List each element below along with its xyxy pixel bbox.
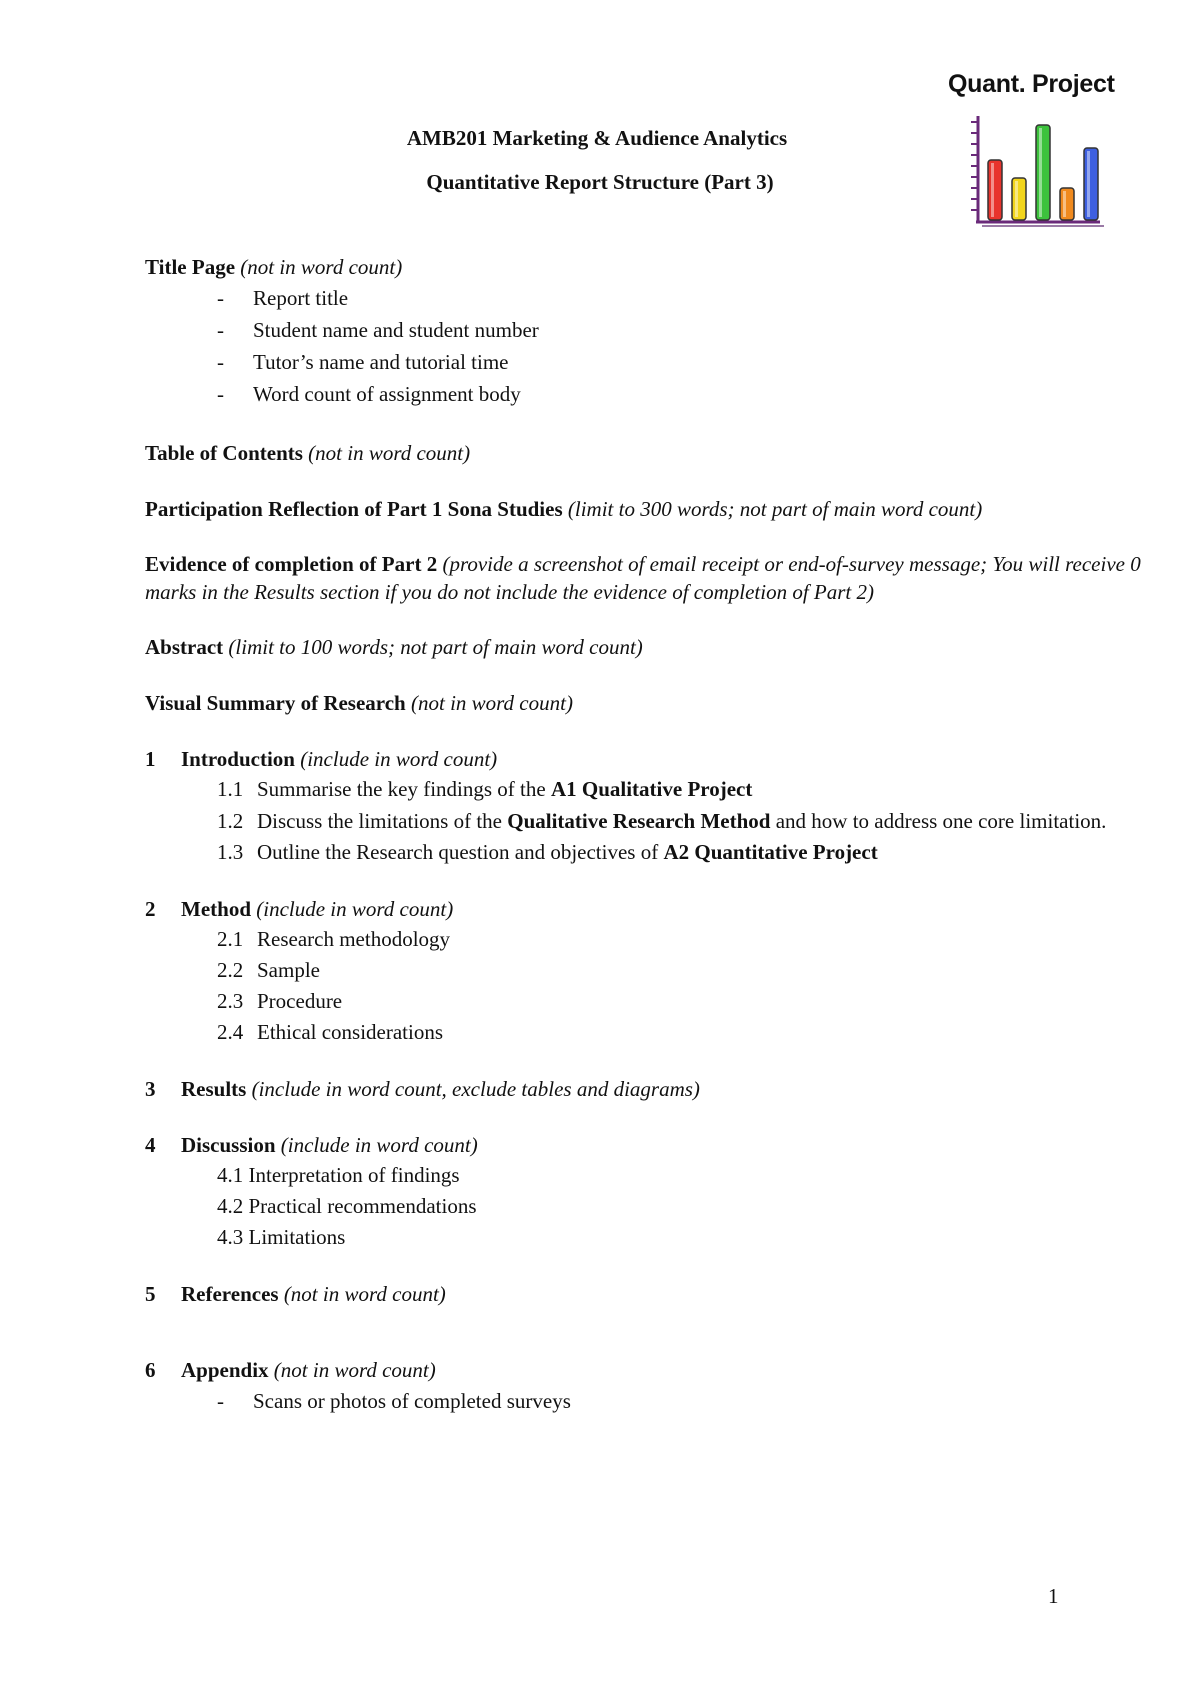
title-page-heading-line bbox=[145, 252, 1145, 282]
section-3-heading: Results bbox=[181, 1077, 247, 1101]
subsection-text: Research methodology bbox=[257, 927, 451, 951]
section-1-heading: Introduction bbox=[181, 747, 295, 771]
dash-marker: - bbox=[217, 286, 224, 310]
subsection-number: 2.1 bbox=[217, 927, 244, 951]
subsection-number: 2.4 bbox=[217, 1020, 244, 1044]
list-item-text: Word count of assignment body bbox=[253, 382, 521, 406]
visual-summary-line bbox=[145, 688, 1145, 718]
section-4-note: (include in word count) bbox=[280, 1133, 478, 1157]
subsection-text: Summarise the key findings of the bbox=[257, 777, 551, 801]
dash-marker: - bbox=[217, 350, 224, 374]
title-page-note: (not in word count) bbox=[240, 255, 403, 279]
list-item-text: Scans or photos of completed surveys bbox=[253, 1389, 571, 1413]
section-5-heading: References bbox=[181, 1282, 279, 1306]
section-number: 5 bbox=[145, 1282, 156, 1306]
subsection-item bbox=[217, 955, 1145, 986]
section-5-heading-line bbox=[145, 1279, 1145, 1309]
list-item-text: Tutor’s name and tutorial time bbox=[253, 350, 509, 374]
section-number: 1 bbox=[145, 747, 156, 771]
toc-note: (not in word count) bbox=[308, 441, 471, 465]
list-item bbox=[217, 346, 1145, 378]
evidence-heading: Evidence of completion of Part 2 bbox=[145, 552, 438, 576]
title-page-list bbox=[145, 282, 1145, 410]
section-2-heading-line bbox=[145, 894, 1145, 924]
section-6-heading-line bbox=[145, 1355, 1145, 1385]
subsection-item bbox=[217, 805, 1145, 837]
section-4-item: 4.1 Interpretation of findings bbox=[217, 1163, 460, 1187]
participation-note: (limit to 300 words; not part of main word count) bbox=[567, 497, 983, 521]
subsection-item bbox=[217, 986, 1145, 1017]
toc-heading: Table of Contents bbox=[145, 441, 303, 465]
page-number: 1 bbox=[1048, 1584, 1059, 1608]
title-page-heading: Title Page bbox=[145, 255, 236, 279]
appendix-list bbox=[145, 1385, 1145, 1417]
subsection-text: Outline the Research question and objectives of bbox=[257, 840, 664, 864]
participation-line bbox=[145, 494, 1145, 524]
section-number: 3 bbox=[145, 1077, 156, 1101]
abstract-note: (limit to 100 words; not part of main word count) bbox=[228, 635, 643, 659]
list-item-text: Student name and student number bbox=[253, 318, 539, 342]
dash-marker: - bbox=[217, 318, 224, 342]
subsection-item bbox=[217, 924, 1145, 955]
section-1-heading-line bbox=[145, 744, 1145, 774]
visual-summary-heading: Visual Summary of Research bbox=[145, 691, 406, 715]
visual-summary-note: (not in word count) bbox=[411, 691, 573, 715]
subsection-bold: A1 Qualitative Project bbox=[550, 777, 753, 801]
subsection-item bbox=[217, 774, 1145, 805]
report-structure bbox=[145, 252, 1145, 1417]
section-5-note: (not in word count) bbox=[283, 1282, 446, 1306]
evidence-note: (provide a screenshot of email receipt or end-of-survey message; You will receive 0 marks in the Results section if you do not include the evidence of completion of Part 2) bbox=[145, 552, 1141, 604]
section-6-heading: Appendix bbox=[181, 1358, 269, 1382]
section-4-heading: Discussion bbox=[181, 1133, 276, 1157]
participation-heading: Participation Reflection of Part 1 Sona Studies bbox=[145, 497, 563, 521]
evidence-line bbox=[145, 550, 1145, 606]
section-6-note: (not in word count) bbox=[273, 1358, 436, 1382]
section-2-heading: Method bbox=[181, 897, 251, 921]
subsection-bold: Qualitative Research Method bbox=[507, 809, 771, 833]
course-title: AMB201 Marketing & Audience Analytics bbox=[406, 126, 788, 150]
section-number: 6 bbox=[145, 1358, 156, 1382]
section-number: 2 bbox=[145, 897, 156, 921]
section-1-note: (include in word count) bbox=[300, 747, 498, 771]
logo-title: Quant. Project bbox=[948, 70, 1115, 98]
subsection-bold: A2 Quantitative Project bbox=[663, 840, 878, 864]
list-item bbox=[217, 314, 1145, 346]
subsection-item bbox=[217, 1017, 1145, 1048]
subsection-text: Sample bbox=[257, 958, 320, 982]
abstract-line bbox=[145, 632, 1145, 662]
section-4-item: 4.2 Practical recommendations bbox=[217, 1194, 477, 1218]
section-2-note: (include in word count) bbox=[256, 897, 454, 921]
list-item bbox=[217, 378, 1145, 410]
dash-marker: - bbox=[217, 382, 224, 406]
dash-marker: - bbox=[217, 1389, 224, 1413]
subsection-item bbox=[217, 837, 1145, 868]
subsection-text: Ethical considerations bbox=[257, 1020, 444, 1044]
quant-project-logo bbox=[948, 70, 1148, 240]
section-4-heading-line bbox=[145, 1130, 1145, 1160]
section-3-note: (include in word count, exclude tables and diagrams) bbox=[251, 1077, 700, 1101]
section-2-subitems bbox=[145, 924, 1145, 1048]
abstract-heading: Abstract bbox=[145, 635, 224, 659]
list-item-text: Report title bbox=[253, 286, 349, 310]
list-item bbox=[217, 282, 1145, 314]
section-4-item: 4.3 Limitations bbox=[217, 1225, 346, 1249]
subsection-number: 2.3 bbox=[217, 989, 244, 1013]
subsection-text: Procedure bbox=[257, 989, 343, 1013]
subsection-number: 1.3 bbox=[217, 840, 244, 864]
section-1-subitems bbox=[145, 774, 1145, 868]
document-subtitle: Quantitative Report Structure (Part 3) bbox=[426, 170, 774, 194]
subsection-text-end: and how to address one core limitation. bbox=[770, 809, 1107, 833]
subsection-number: 1.2 bbox=[217, 809, 244, 833]
subsection-number: 2.2 bbox=[217, 958, 244, 982]
subsection-number: 1.1 bbox=[217, 777, 244, 801]
list-item bbox=[217, 1385, 1145, 1417]
section-number: 4 bbox=[145, 1133, 156, 1157]
toc-line bbox=[145, 438, 1145, 468]
section-3-heading-line bbox=[145, 1074, 1145, 1104]
subsection-text: Discuss the limitations of the bbox=[257, 809, 508, 833]
